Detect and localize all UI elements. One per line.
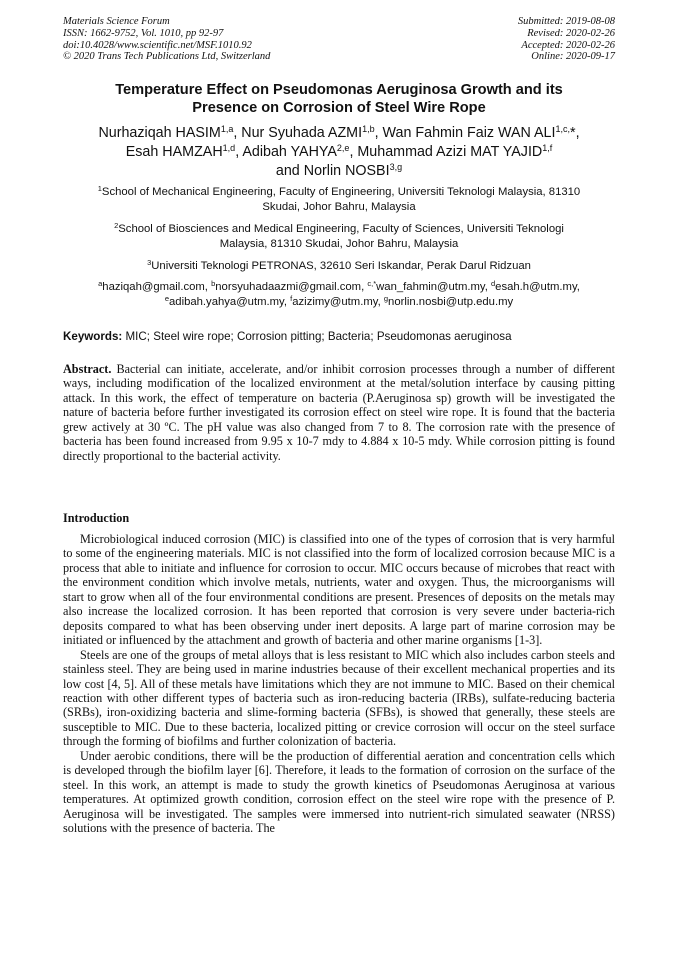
email-g[interactable]: norlin.nosbi@utp.edu.my (388, 296, 514, 308)
author-name: Adibah YAHYA (242, 144, 337, 160)
author-name: Esah HAMZAH (125, 144, 223, 160)
email-f[interactable]: azizimy@utm.my, (292, 296, 381, 308)
affiliation-3 (60, 259, 618, 274)
email-sup: e (164, 294, 169, 303)
author-affil-sup: 1,c, (555, 124, 570, 134)
journal-name: Materials Science Forum (63, 16, 170, 27)
email-b[interactable]: norsyuhadaazmi@gmail.com, (215, 281, 365, 293)
author-list (60, 124, 618, 181)
author-affil-sup: 1,d (222, 143, 236, 153)
journal-info (63, 16, 270, 63)
paragraph: Steels are one of the groups of metal alloys that is less resistant to MIC which also includes carbon steels and stainless steel. They are being used in marine industries because of their excellent mechanical properties and its low cost [4, 5]. All of these metals have limitations which they are not immune to MIC. Based on their chemical reaction with other different types of bacteria such as iron-reducing bacteria (IRBs), sulfate-reducing bacteria (SRBs), iron-oxidizing bacteria and slime-forming bacteria (SFBs), is showed that generally, these steels are susceptible to MIC. Due to these bacteria, localized pitting or crevice corrosion will occur on the steel surface through the forming of biofilms and further colonization of bacteria. (63, 647, 615, 749)
email-sup: g (383, 294, 389, 303)
affil-text: Universiti Teknologi PETRONAS, 32610 Seri Iskandar, Perak Darul Ridzuan (151, 260, 531, 272)
abstract-text: Bacterial can initiate, accelerate, and/or inhibit corrosion processes through a number of different ways, including modification of the localized environment at the metal/solution interface by causing pitting attack. In this work, the effect of temperature on bacteria (P.Aeruginosa sp) growth will be investigated the nature of bacteria before further investigated its corrosion effect on steel wire rope. It is found that the bacteria grew actively at 30 ºC. The pH value was also changed from 7 to 8. The corrosion rate with the presence of bacteria has been found increased from 9.95 x 10-7 mdy to 4.884 x 10-5 mdy. While corrosion pitting is found directly proportional to the bacterial activity. (63, 362, 615, 463)
paragraph: Microbiological induced corrosion (MIC) is classified into one of the types of corrosion that is very harmful to some of the engineering materials. MIC is not classified into the form of localized corrosion because MIC is a process that able to initiate and influence for corrosion to occur. MIC occurs because of microbes that react with the environment condition which involve metals, nutrients, water and oxygen. Thus, the microorganisms will start to grow when all of the four environmental conditions are present. Presences of deposits on the metals may also increase the localized corrosion. It has been reported that corrosion is very severe under bacteria-rich deposits compared to what has been observing under inert deposits. A large part of marine corrosion may be initiated or influenced by the attachment and growth of bacteria and other marine organisms [1-3]. (63, 532, 615, 648)
and-word: and (275, 163, 300, 179)
issn-line: ISSN: 1662-9752, Vol. 1010, pp 92-97 (63, 27, 224, 39)
author-affil-sup: 3,g (389, 162, 403, 172)
author-line-2: Esah HAMZAH$^{1,d}$, Adibah YAHYA$^{2,e}$, Muhammad Azizi MAT YAJID$^{1,f}$ (125, 143, 553, 160)
affil-sup: 3 (147, 258, 152, 267)
author-name: Wan Fahmin Faiz WAN ALI (382, 125, 556, 141)
author-name: Muhammad Azizi MAT YAJID (357, 144, 543, 160)
abstract-label: Abstract. (63, 362, 112, 376)
paper-title (60, 81, 618, 117)
author-line-3 (60, 162, 618, 181)
email-e[interactable]: adibah.yahya@utm.my, (169, 296, 288, 308)
revised-date: Revised: 2020-02-26 (527, 27, 615, 39)
author-affil-sup: 2,e (336, 143, 350, 153)
email-sup: d (491, 279, 496, 288)
title-line-1: Temperature Effect on Pseudomonas Aeruginosa Growth and its (115, 82, 563, 98)
affil-sup: 1 (97, 184, 102, 193)
doi-line: doi:10.4028/www.scientific.net/MSF.1010.92 (63, 39, 252, 51)
paragraph: Under aerobic conditions, there will be the production of differential aeration and concentration cells which is developed through the biofilm layer [6]. Therefore, it leads to the formation of corrosion on the surface of the steel. In this work, an attempt is made to study the growth kinetics of Pseudomonas Aeruginosa at various temperatures. At optimized growth condition, corrosion effect on the steel wire rope with the presence of P. Aeruginosa will be investigated. The samples were immersed into nutrient-rich simulated seawater (NRSS) solutions with the presence of bacteria. The (63, 748, 615, 836)
email-sup: b (211, 279, 216, 288)
corresponding-star: * (570, 125, 576, 141)
affiliation-2 (60, 222, 618, 252)
affiliation-1 (60, 185, 618, 215)
accepted-date: Accepted: 2020-02-26 (521, 39, 615, 51)
email-sup: c,* (367, 279, 377, 288)
email-c[interactable]: wan_fahmin@utm.my, (376, 281, 488, 293)
email-d[interactable]: esah.h@utm.my, (495, 281, 580, 293)
section-heading-introduction: Introduction (63, 511, 130, 525)
email-sup: f (290, 294, 293, 303)
author-line-1: Nurhaziqah HASIM$^{1,a}$, Nur Syuhada AZMI$^{1,b}$, Wan Fahmin Faiz WAN $ALI^{1,c,}*$, (98, 124, 580, 141)
affil-text: School of Biosciences and Medical Engineering, Faculty of Sciences, Universiti Teknologi (118, 223, 564, 235)
email-sup: a (98, 279, 103, 288)
title-line-2: Presence on Corrosion of Steel Wire Rope (192, 100, 486, 116)
keywords-text: MIC; Steel wire rope; Corrosion pitting; Bacteria; Pseudomonas aeruginosa (125, 330, 512, 343)
dates-info (518, 16, 615, 63)
submitted-date: Submitted: 2019-08-08 (517, 16, 615, 27)
affil-text: School of Mechanical Engineering, Faculty of Engineering, Universiti Teknologi Malaysia, 81310 (101, 186, 581, 198)
affil-sup: 2 (114, 221, 119, 230)
keywords (63, 329, 615, 344)
author-name: Norlin NOSBI (303, 163, 390, 179)
author-affil-sup: 1,b (362, 124, 375, 134)
author-affil-sup: 1,a (220, 124, 234, 134)
online-date: Online: 2020-09-17 (531, 51, 615, 63)
keywords-label: Keywords: (63, 330, 123, 343)
copyright-line: © 2020 Trans Tech Publications Ltd, Switzerland (63, 51, 271, 63)
author-name: Nurhaziqah HASIM (98, 125, 221, 141)
author-affil-sup: 1,f (542, 143, 553, 153)
introduction-body (63, 532, 615, 836)
abstract (63, 362, 615, 463)
email-list (60, 280, 618, 310)
email-a[interactable]: haziqah@gmail.com, (102, 281, 208, 293)
affil-text: Malaysia, 81310 Skudai, Johor Bahru, Malaysia (219, 238, 459, 250)
affil-text: Skudai, Johor Bahru, Malaysia (262, 201, 416, 213)
author-name: Nur Syuhada AZMI (241, 125, 363, 141)
